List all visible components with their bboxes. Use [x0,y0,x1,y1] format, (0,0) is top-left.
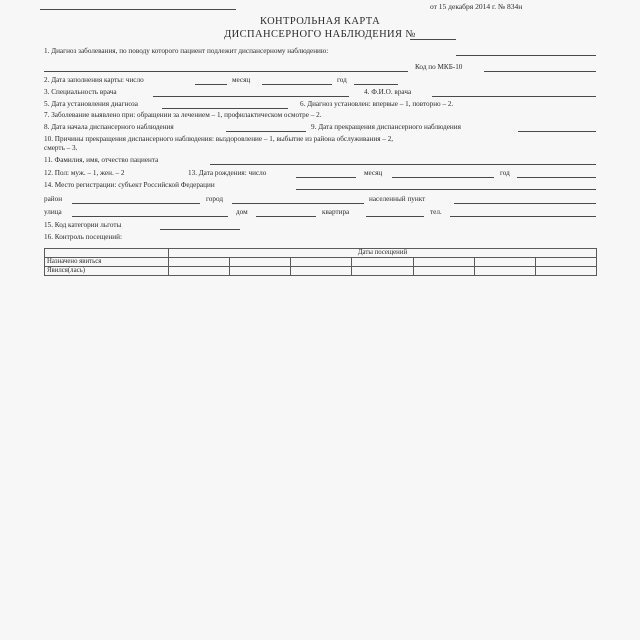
fill-date-month-field[interactable] [262,84,332,85]
apartment-field[interactable] [366,216,424,217]
street-label: улица [44,208,62,216]
scheduled-visit-cell[interactable] [474,258,535,267]
fill-date-month-label: месяц [232,76,251,84]
attended-visit-cell[interactable] [535,267,596,276]
district-label: район [44,195,63,203]
order-reference: от 15 декабря 2014 г. № 834н [430,2,523,11]
card-number-field[interactable] [410,39,456,40]
observation-start-label: 8. Дата начала диспансерного наблюдения [44,123,174,131]
scheduled-visit-cell[interactable] [291,258,352,267]
house-field[interactable] [256,216,316,217]
attended-visit-cell[interactable] [169,267,230,276]
diagnosis-date-field[interactable] [162,108,288,109]
visits-table [44,248,597,276]
sex-label: 12. Пол: муж. – 1, жен. – 2 [44,169,125,177]
patient-name-field[interactable] [210,164,596,165]
observation-end-field[interactable] [518,131,596,132]
region-field[interactable] [296,189,596,190]
birth-date-month-field[interactable] [392,177,494,178]
diagnosis-field-line2[interactable] [44,71,408,72]
benefit-category-field[interactable] [160,229,240,230]
diagnosis-established-label: 6. Диагноз установлен: впервые – 1, повторно – 2. [300,100,454,108]
settlement-label: населенный пункт [369,195,426,203]
scheduled-visit-cell[interactable] [230,258,291,267]
detection-label: 7. Заболевание выявлено при: обращении за лечением – 1, профилактическом осмотре – 2. [44,111,322,119]
attended-visit-cell[interactable] [413,267,474,276]
visits-table-corner [45,249,169,258]
observation-end-label: 9. Дата прекращения диспансерного наблюдения [311,123,461,131]
table-row [45,258,597,267]
observation-start-field[interactable] [226,131,306,132]
patient-name-label: 11. Фамилия, имя, отчество пациента [44,156,159,164]
settlement-field[interactable] [454,203,596,204]
termination-reason-label: 10. Причины прекращения диспансерного наблюдения: выздоровление – 1, выбытие из района обслуживания – 2, [44,135,394,143]
scheduled-visit-cell[interactable] [352,258,413,267]
diagnosis-date-label: 5. Дата установления диагноза [44,100,138,108]
mkb-code-field[interactable] [484,71,596,72]
scheduled-visit-cell[interactable] [535,258,596,267]
termination-reason-label-cont: смерть – 3. [44,144,78,152]
diagnosis-field[interactable] [456,55,596,56]
doctor-specialty-field[interactable] [153,96,349,97]
attended-visit-cell[interactable] [230,267,291,276]
fill-date-year-field[interactable] [354,84,398,85]
fill-date-day-field[interactable] [195,84,227,85]
diagnosis-label: 1. Диагноз заболевания, по поводу которого пациент подлежит диспансерному наблюдению: [44,47,329,55]
benefit-category-label: 15. Код категории льготы [44,221,122,229]
fill-date-year-label: год [337,76,347,84]
visit-control-label: 16. Контроль посещений: [44,233,122,241]
house-label: дом [236,208,248,216]
doctor-name-field[interactable] [432,96,596,97]
birth-date-day-field[interactable] [296,177,356,178]
city-field[interactable] [232,203,364,204]
visit-dates-header: Даты посещений [169,249,597,258]
doctor-name-label: 4. Ф.И.О. врача [364,88,412,96]
card-title: КОНТРОЛЬНАЯ КАРТА [259,16,381,27]
attended-visit-cell[interactable] [352,267,413,276]
district-field[interactable] [72,203,200,204]
registration-label: 14. Место регистрации: субъект Российской Федерации [44,181,215,189]
attended-visit-cell[interactable] [291,267,352,276]
apartment-label: квартира [322,208,350,216]
table-row [45,267,597,276]
card-subtitle: ДИСПАНСЕРНОГО НАБЛЮДЕНИЯ № [224,29,416,40]
scheduled-visit-cell[interactable] [169,258,230,267]
street-field[interactable] [72,216,228,217]
scheduled-visit-label: Назначено явиться [45,258,169,267]
visits-table-header-row [45,249,597,258]
birth-date-month-label: месяц [364,169,383,177]
fill-date-label: 2. Дата заполнения карты: число [44,76,144,84]
birth-date-year-field[interactable] [517,177,596,178]
birth-date-label: 13. Дата рождения: число [188,169,267,177]
scheduled-visit-cell[interactable] [413,258,474,267]
city-label: город [206,195,223,203]
phone-field[interactable] [450,216,596,217]
mkb-code-label: Код по МКБ-10 [415,63,463,71]
doctor-specialty-label: 3. Специальность врача [44,88,117,96]
attended-visit-label: Явился(лась) [45,267,169,276]
birth-date-year-label: год [500,169,510,177]
top-edge-line [40,9,236,10]
phone-label: тел. [430,208,442,216]
attended-visit-cell[interactable] [474,267,535,276]
